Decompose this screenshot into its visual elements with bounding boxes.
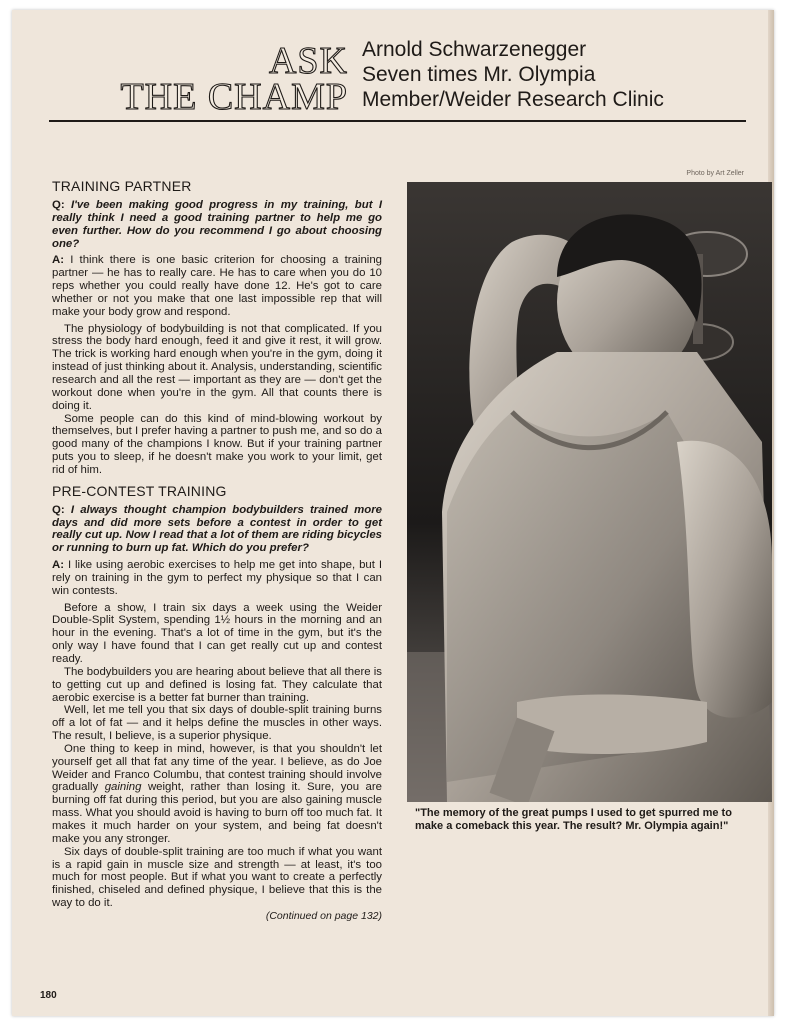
a-tag: A:: [52, 254, 65, 267]
answer-2-p5-b: weight, rather than losing it. Sure, you are burning off fat during this period, but you are also gaining muscle mass. What you should avoid is having to burn off too much fat. It makes it much harder on your system, and being fat doesn't make you any stronger.: [52, 781, 383, 845]
author-credential-2: Member/Weider Research Clinic: [362, 88, 664, 111]
continued-note: (Continued on page 132): [265, 909, 382, 922]
answer-2-p5-a: One thing to keep in mind, however, is that you shouldn't let yourself get all that fat any time of the year. I believe, as do Joe Weider and Franco Columbu, that contest training should involve gradually: [52, 742, 382, 794]
author-name: Arnold Schwarzenegger: [362, 38, 587, 61]
magazine-page: [12, 10, 774, 1016]
q-tag: Q:: [52, 503, 65, 516]
header-rule: [49, 120, 746, 122]
answer-2-p5-emphasis: gaining: [104, 781, 142, 794]
logo-ask: ASK: [268, 40, 348, 82]
answer-1-p1-text: I think there is one basic criterion for choosing a training partner — he has to really care. He has to care when you do 10 reps whether you could really have done 12. He's got to care whether or not you make that one last impossible rep that will make your body grow and respond.: [52, 254, 382, 318]
answer-2-p2: Before a show, I train six days a week using the Weider Double-Split System, spending 1½ hours in the morning and an hour in the evening. That's a lot of time in the gym, but it's the only way I have found that I can get really cut up and contest ready.: [52, 601, 382, 665]
q-tag: Q:: [52, 199, 65, 211]
question-1: [52, 199, 382, 250]
byline: [362, 37, 664, 112]
question-2: [52, 504, 382, 555]
question-2-text: I always thought champion bodybuilders trained more days and did more sets before a contest in order to get really cut up. Now I read that a lot of them are riding bicycles or running to burn up fat. Which do you prefer?: [52, 503, 382, 555]
answer-2-p5: [52, 743, 382, 846]
answer-2-p6: Six days of double-split training are too much if what you want is a rapid gain in muscle size and strength — at least, it's too much for most people. But if what you want to create a perfectly finished, chiseled and defined physique, I believe that this is the way to do it.: [52, 845, 382, 910]
a-tag: A:: [52, 559, 65, 572]
section-heading-training-partner: TRAINING PARTNER: [52, 178, 192, 194]
answer-1-p3: Some people can do this kind of mind-blowing workout by themselves, but I prefer having a partner to push me, and so do a good many of the champions I know. But if your training partner puts you to sleep, if he doesn't make you work to your limit, get rid of him.: [52, 412, 382, 476]
article-column: [52, 178, 382, 923]
page-number: 180: [40, 990, 57, 1001]
athlete-photo-illustration: [407, 182, 772, 802]
answer-2-p1: [52, 559, 382, 598]
answer-2-p1-text: I like using aerobic exercises to help me get into shape, but I rely on training in the gym to perfect my physique so that I can win contests.: [52, 559, 382, 597]
answer-2-p3: The bodybuilders you are hearing about believe that all there is to getting cut up and defined is losing fat. They calculate that aerobic exercise is a better fat burner than training.: [52, 665, 382, 704]
photo-credit: Photo by Art Zeller: [686, 170, 744, 177]
answer-1-p1: [52, 254, 382, 318]
question-1-text: I've been making good progress in my training, but I really think I need a good training partner to help me go even further. How do you recommend I go about choosing one?: [52, 199, 382, 250]
answer-2-p4: Well, let me tell you that six days of double-split training burns off a lot of fat — and it helps define the muscles in other ways. The result, I believe, is a superior physique.: [52, 704, 382, 743]
logo-the-champ: THE CHAMP: [120, 76, 348, 118]
section-heading-pre-contest-training: PRE-CONTEST TRAINING: [52, 482, 227, 499]
answer-1-p2: The physiology of bodybuilding is not that complicated. If you stress the body hard enough, feed it and give it rest, it will grow. The trick is working hard enough when you're in the gym, doing it instead of just thinking about it. Analysis, understanding, scientific research and all the rest — important as they are — don't get the workout done when you're in the gym. All that counts there is doing it.: [52, 322, 382, 412]
author-credential-1: Seven times Mr. Olympia: [362, 63, 596, 86]
athlete-photo: [407, 182, 772, 802]
photo-caption: "The memory of the great pumps I used to get spurred me to make a comeback this year. The result? Mr. Olympia again!": [415, 807, 732, 832]
